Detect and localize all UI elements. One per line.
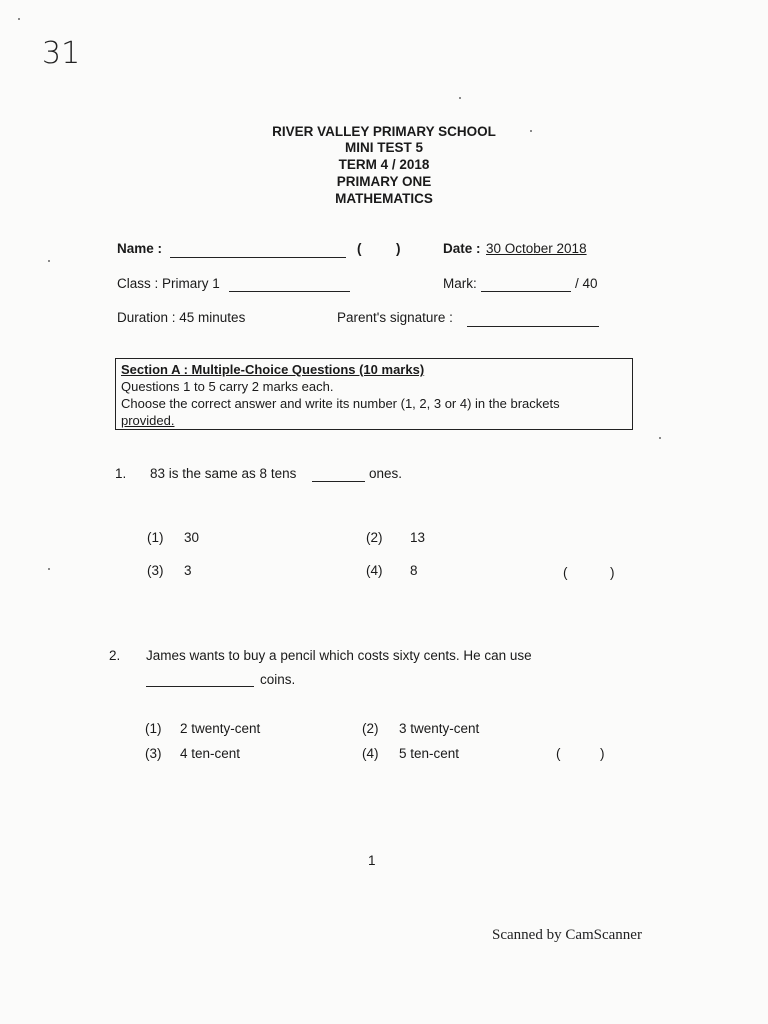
q1-option3-label: (3) xyxy=(147,563,164,578)
section-a-title: Section A : Multiple-Choice Questions (10 marks) xyxy=(121,362,425,377)
scan-speck xyxy=(659,437,661,439)
date-value: 30 October 2018 xyxy=(486,241,587,256)
q2-option1-label: (1) xyxy=(145,721,162,736)
q1-option4-value[interactable]: 8 xyxy=(410,563,418,578)
scan-speck xyxy=(530,130,532,132)
q1-option1-value[interactable]: 30 xyxy=(184,530,200,545)
term-label: TERM 4 / 2018 xyxy=(338,157,430,172)
parent-signature-label: Parent's signature : xyxy=(337,310,453,325)
q1-option2-value[interactable]: 13 xyxy=(410,530,426,545)
section-a-line3: provided. xyxy=(121,413,175,428)
q2-option3-label: (3) xyxy=(145,746,162,761)
scan-speck xyxy=(459,97,461,99)
q1-option2-label: (2) xyxy=(366,530,383,545)
name-label: Name : xyxy=(117,241,163,256)
q2-text: James wants to buy a pencil which costs sixty cents. He can use xyxy=(146,648,532,663)
class-label: Class : Primary 1 xyxy=(117,276,220,291)
q1-blank[interactable] xyxy=(312,481,365,482)
date-label: Date : xyxy=(443,241,481,256)
q1-answer-open: ( xyxy=(563,565,568,580)
q1-text-after: ones. xyxy=(369,466,403,481)
test-title: MINI TEST 5 xyxy=(344,140,423,155)
q2-option3-value[interactable]: 4 ten-cent xyxy=(180,746,241,761)
register-paren-open: ( xyxy=(357,241,362,256)
q2-option2-label: (2) xyxy=(362,721,379,736)
page-number: 1 xyxy=(368,853,376,868)
name-blank[interactable] xyxy=(170,257,346,258)
mark-blank[interactable] xyxy=(481,291,571,292)
duration-label: Duration : 45 minutes xyxy=(117,310,246,325)
q2-answer-open: ( xyxy=(556,746,561,761)
q1-option1-label: (1) xyxy=(147,530,164,545)
q2-blank[interactable] xyxy=(146,686,254,687)
parent-signature-blank[interactable] xyxy=(467,326,599,327)
subject-label: MATHEMATICS xyxy=(335,191,433,206)
q1-text: 83 is the same as 8 tens xyxy=(150,466,297,481)
q1-option3-value[interactable]: 3 xyxy=(184,563,192,578)
level-label: PRIMARY ONE xyxy=(336,174,432,189)
q2-answer-box[interactable] xyxy=(564,745,598,763)
handwritten-mark: 31 xyxy=(42,36,81,71)
q2-option4-label: (4) xyxy=(362,746,379,761)
section-a-box xyxy=(115,358,633,430)
class-blank[interactable] xyxy=(229,291,350,292)
q1-option4-label: (4) xyxy=(366,563,383,578)
mark-label: Mark: xyxy=(443,276,477,291)
school-name: RIVER VALLEY PRIMARY SCHOOL xyxy=(272,124,496,139)
q2-option1-value[interactable]: 2 twenty-cent xyxy=(180,721,261,736)
q2-option2-value[interactable]: 3 twenty-cent xyxy=(399,721,480,736)
camscanner-watermark: Scanned by CamScanner xyxy=(492,927,642,943)
scan-speck xyxy=(18,18,20,20)
q2-option4-value[interactable]: 5 ten-cent xyxy=(399,746,460,761)
scan-speck xyxy=(48,260,50,262)
register-paren-close: ) xyxy=(396,241,401,256)
q2-number: 2. xyxy=(109,648,121,663)
q2-text-after: coins. xyxy=(260,672,296,687)
q1-answer-box[interactable] xyxy=(571,563,607,581)
q2-answer-close: ) xyxy=(600,746,605,761)
q1-answer-close: ) xyxy=(610,565,615,580)
section-a-line2: Choose the correct answer and write its number (1, 2, 3 or 4) in the brackets xyxy=(121,396,560,411)
scan-speck xyxy=(48,568,50,570)
q1-number: 1. xyxy=(115,466,127,481)
section-a-line1: Questions 1 to 5 carry 2 marks each. xyxy=(121,379,334,394)
mark-total: / 40 xyxy=(575,276,598,291)
